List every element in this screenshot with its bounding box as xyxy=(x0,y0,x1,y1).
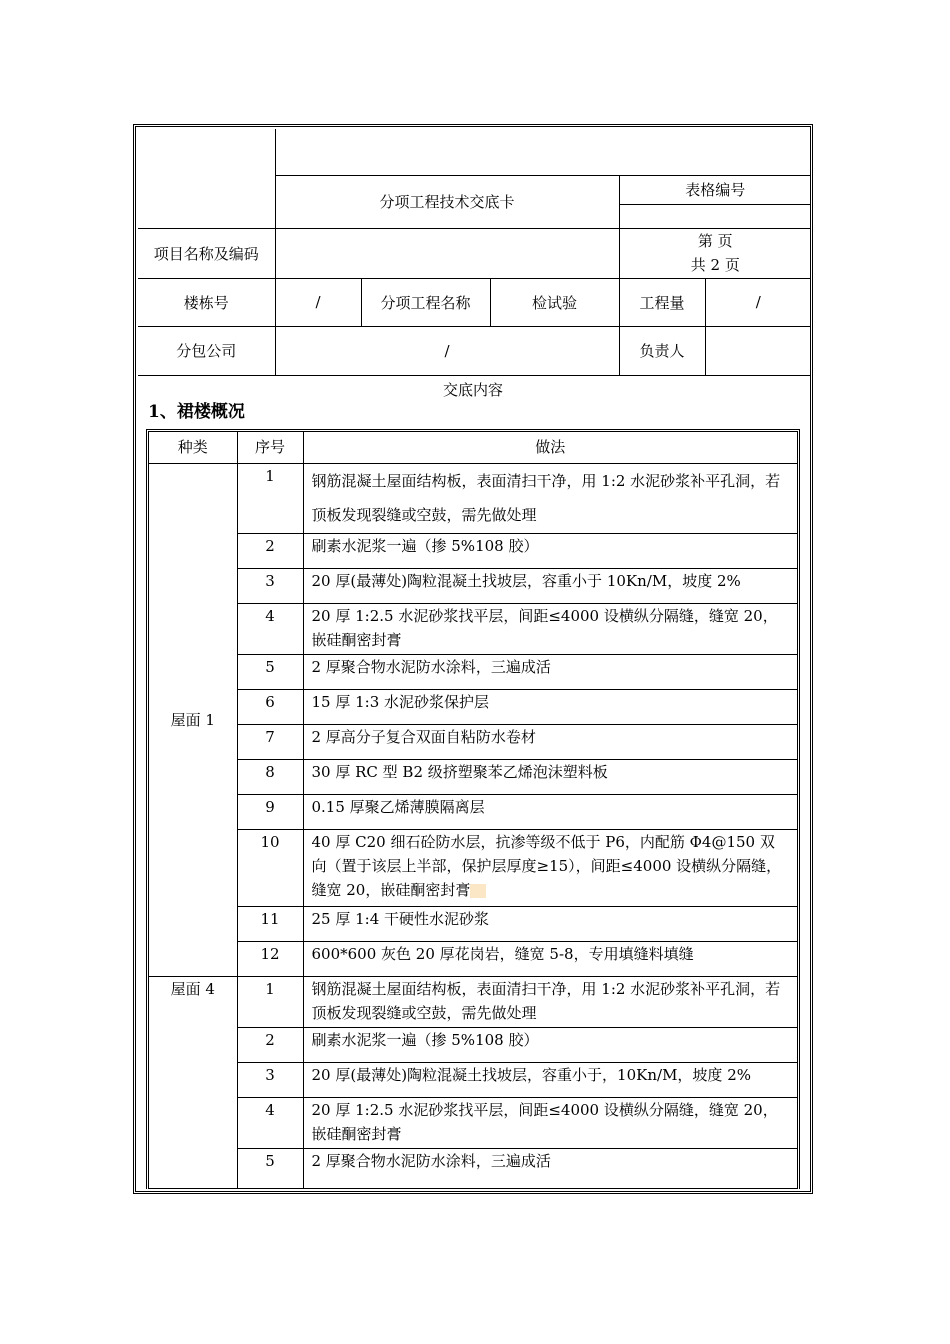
page-count xyxy=(619,228,811,278)
row-method: 2 厚聚合物水泥防水涂料，三遍成活 xyxy=(303,655,797,690)
row-method: 20 厚(最薄处)陶粒混凝土找坡层，容重小于 10Kn/M，坡度 2% xyxy=(303,569,797,604)
row-number: 6 xyxy=(237,690,303,725)
card-title: 分项工程技术交底卡 xyxy=(275,175,619,228)
page-total-line: 共 2 页 xyxy=(690,256,740,274)
owner-value xyxy=(705,326,811,375)
row-number: 3 xyxy=(237,1063,303,1098)
row-method: 钢筋混凝土屋面结构板，表面清扫干净，用 1:2 水泥砂浆补平孔洞，若顶板发现裂缝或空鼓，需先做处理 xyxy=(303,464,797,534)
form-no-label: 表格编号 xyxy=(619,175,811,204)
project-value xyxy=(275,228,619,278)
header-table xyxy=(138,129,811,376)
row-method-text: 40 厚 C20 细石砼防水层，抗渗等级不低于 P6，内配筋 Φ4@150 双向（置于该层上半部，保护层厚度≥15），间距≤4000 设横纵分隔缝，缝宽 20，嵌硅酮密封膏 xyxy=(311,833,782,899)
row-method: 25 厚 1:4 干硬性水泥砂浆 xyxy=(303,907,797,942)
document-page xyxy=(133,124,813,1194)
col-header-method: 做法 xyxy=(303,432,797,464)
blank-top-cell xyxy=(275,129,811,175)
subcontractor-value: / xyxy=(275,326,619,375)
form-no-value xyxy=(619,204,811,228)
section-title: 1、裙楼概况 xyxy=(148,401,245,422)
construction-table xyxy=(149,432,797,1190)
row-number: 2 xyxy=(237,534,303,569)
row-number: 11 xyxy=(237,907,303,942)
row-method: 20 厚 1:2.5 水泥砂浆找平层，间距≤4000 设横纵分隔缝，缝宽 20，嵌硅酮密封膏 xyxy=(303,604,797,655)
row-method: 2 厚聚合物水泥防水涂料，三遍成活 xyxy=(303,1149,797,1189)
page-number-line: 第 页 xyxy=(697,232,733,250)
col-header-number: 序号 xyxy=(237,432,303,464)
row-number: 7 xyxy=(237,725,303,760)
category-cell: 屋面 4 xyxy=(149,977,237,1189)
row-method xyxy=(303,830,797,907)
row-method: 15 厚 1:3 水泥砂浆保护层 xyxy=(303,690,797,725)
col-header-category: 种类 xyxy=(149,432,237,464)
row-number: 3 xyxy=(237,569,303,604)
row-number: 5 xyxy=(237,655,303,690)
highlight-mark xyxy=(470,884,486,898)
row-method: 钢筋混凝土屋面结构板，表面清扫干净，用 1:2 水泥砂浆补平孔洞，若顶板发现裂缝或空鼓，需先做处理 xyxy=(303,977,797,1028)
row-method: 刷素水泥浆一遍（掺 5%108 胶） xyxy=(303,534,797,569)
building-value: / xyxy=(275,278,361,326)
category-cell: 屋面 1 xyxy=(149,464,237,977)
quantity-value: / xyxy=(705,278,811,326)
row-method: 30 厚 RC 型 B2 级挤塑聚苯乙烯泡沫塑料板 xyxy=(303,760,797,795)
row-number: 12 xyxy=(237,942,303,977)
row-method: 刷素水泥浆一遍（掺 5%108 胶） xyxy=(303,1028,797,1063)
row-number: 1 xyxy=(237,464,303,534)
row-method: 20 厚(最薄处)陶粒混凝土找坡层，容重小于，10Kn/M，坡度 2% xyxy=(303,1063,797,1098)
row-method: 600*600 灰色 20 厚花岗岩，缝宽 5-8，专用填缝料填缝 xyxy=(303,942,797,977)
logo-cell xyxy=(138,129,275,228)
row-number: 5 xyxy=(237,1149,303,1189)
row-number: 9 xyxy=(237,795,303,830)
construction-table-frame xyxy=(146,429,800,1190)
quantity-label: 工程量 xyxy=(619,278,705,326)
row-method: 0.15 厚聚乙烯薄膜隔离层 xyxy=(303,795,797,830)
row-method: 20 厚 1:2.5 水泥砂浆找平层，间距≤4000 设横纵分隔缝，缝宽 20，嵌硅酮密封膏 xyxy=(303,1098,797,1149)
row-number: 4 xyxy=(237,604,303,655)
row-number: 1 xyxy=(237,977,303,1028)
subcontractor-label: 分包公司 xyxy=(138,326,275,375)
subitem-value: 检试验 xyxy=(490,278,619,326)
subitem-label: 分项工程名称 xyxy=(361,278,490,326)
row-number: 4 xyxy=(237,1098,303,1149)
row-number: 2 xyxy=(237,1028,303,1063)
project-label: 项目名称及编码 xyxy=(138,228,275,278)
row-number: 8 xyxy=(237,760,303,795)
building-label: 楼栋号 xyxy=(138,278,275,326)
row-number: 10 xyxy=(237,830,303,907)
owner-label: 负责人 xyxy=(619,326,705,375)
content-label: 交底内容 xyxy=(442,380,503,399)
row-method: 2 厚高分子复合双面自粘防水卷材 xyxy=(303,725,797,760)
